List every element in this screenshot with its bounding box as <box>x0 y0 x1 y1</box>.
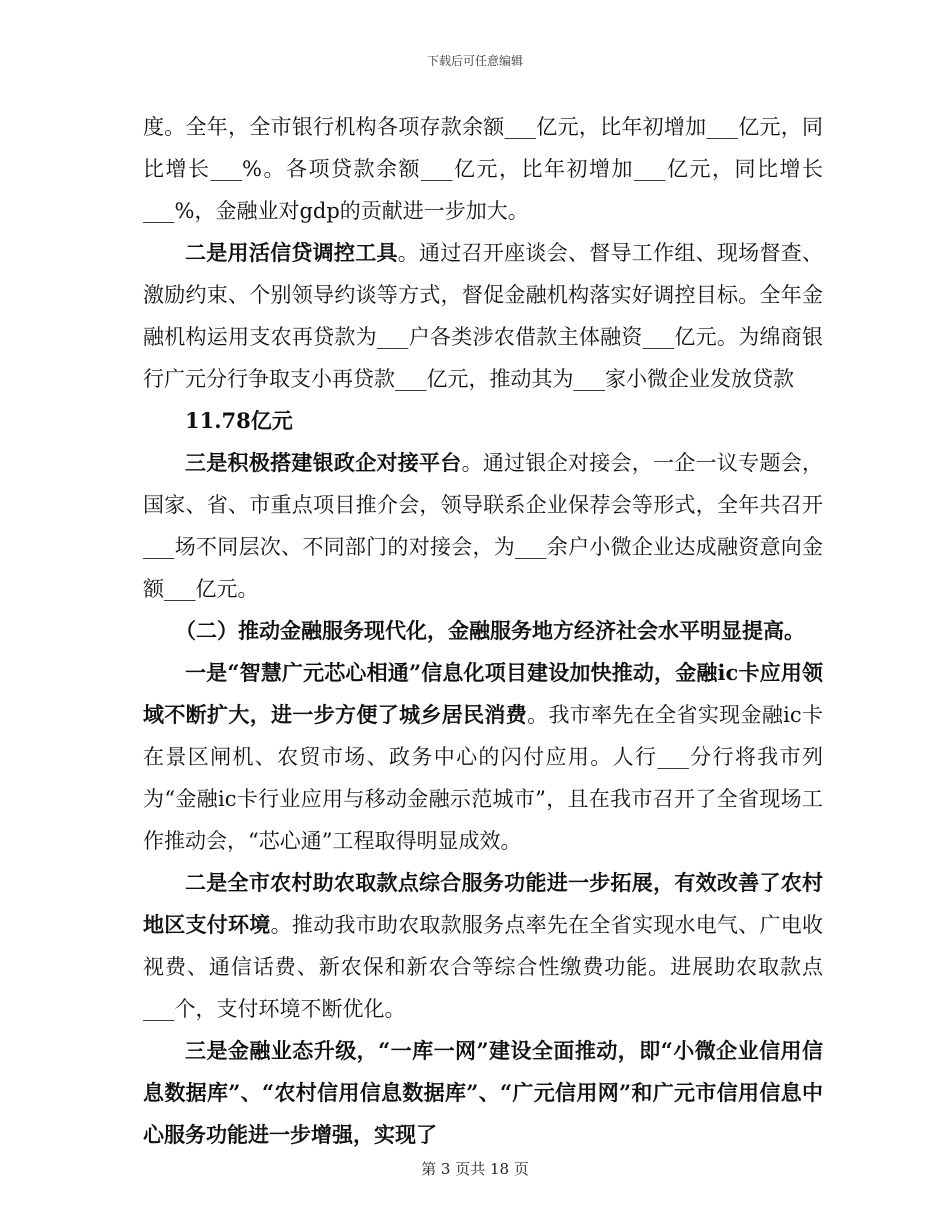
section-heading-text: （二）推动金融服务现代化，金融服务地方经济社会水平明显提高。 <box>175 618 805 643</box>
section-heading-2 <box>143 610 823 652</box>
paragraph-credit-tools <box>143 232 823 400</box>
paragraph-rural-payment <box>143 862 823 1030</box>
paragraph-text: 。通过召开座谈会、督导工作组、现场督查、激励约束、个别领导约谈等方式，督促金融机构落实好调控目标。全年金融机构运用支农再贷款为___户各类涉农借款主体融资___亿元。为绵商银行广元分行争取支小再贷款___亿元，推动其为___家小微企业发放贷款 <box>143 241 824 391</box>
paragraph-heading: 一是“智慧广元芯心相通”信息化项目建设加快推动，金融ic卡应用领域不断扩大，进一步方便了城乡居民消费 <box>143 660 823 727</box>
paragraph-ic-card <box>143 652 823 862</box>
paragraph-text: 。推动我市助农取款服务点率先在全省实现水电气、广电收视费、通信话费、新农保和新农合等综合性缴费功能。进展助农取款点___个，支付环境不断优化。 <box>143 913 824 1021</box>
paragraph-heading: 二是用活信贷调控工具 <box>185 240 398 265</box>
paragraph-credit-info <box>143 1030 823 1156</box>
paragraph-text: 度。全年，全市银行机构各项存款余额___亿元，比年初增加___亿元，同比增长___%。各项贷款余额___亿元，比年初增加___亿元，同比增长___%，金融业对gdp的贡献进一步加大。 <box>143 115 823 223</box>
paragraph-heading: 二是全市农村助农取款点综合服务功能进一步拓展，有效改善了农村地区支付环境 <box>143 870 823 937</box>
paragraph-amount <box>143 400 823 442</box>
amount-text: 11.78亿元 <box>185 408 293 433</box>
page-header: 下载后可任意编辑 <box>426 54 523 68</box>
paragraph-deposits <box>143 106 823 232</box>
paragraph-heading: 三是积极搭建银政企对接平台 <box>185 450 462 475</box>
document-body <box>143 106 823 1156</box>
paragraph-text: 。通过银企对接会，一企一议专题会，国家、省、市重点项目推介会，领导联系企业保荐会等形式，全年共召开___场不同层次、不同部门的对接会，为___余户小微企业达成融资意向金额___亿元。 <box>143 451 824 601</box>
paragraph-platform <box>143 442 823 610</box>
paragraph-text: 。我市率先在全省实现金融ic卡在景区闸机、农贸市场、政务中心的闪付应用。人行___分行将我市列为“金融ic卡行业应用与移动金融示范城市”，且在我市召开了全省现场工作推动会，“芯心通”工程取得明显成效。 <box>143 703 823 853</box>
paragraph-heading: 三是金融业态升级，“一库一网”建设全面推动，即“小微企业信用信息数据库”、“农村信用信息数据库”、“广元信用网”和广元市信用信息中心服务功能进一步增强，实现了 <box>143 1038 823 1147</box>
page-footer: 第 3 页共 18 页 <box>421 1160 529 1178</box>
